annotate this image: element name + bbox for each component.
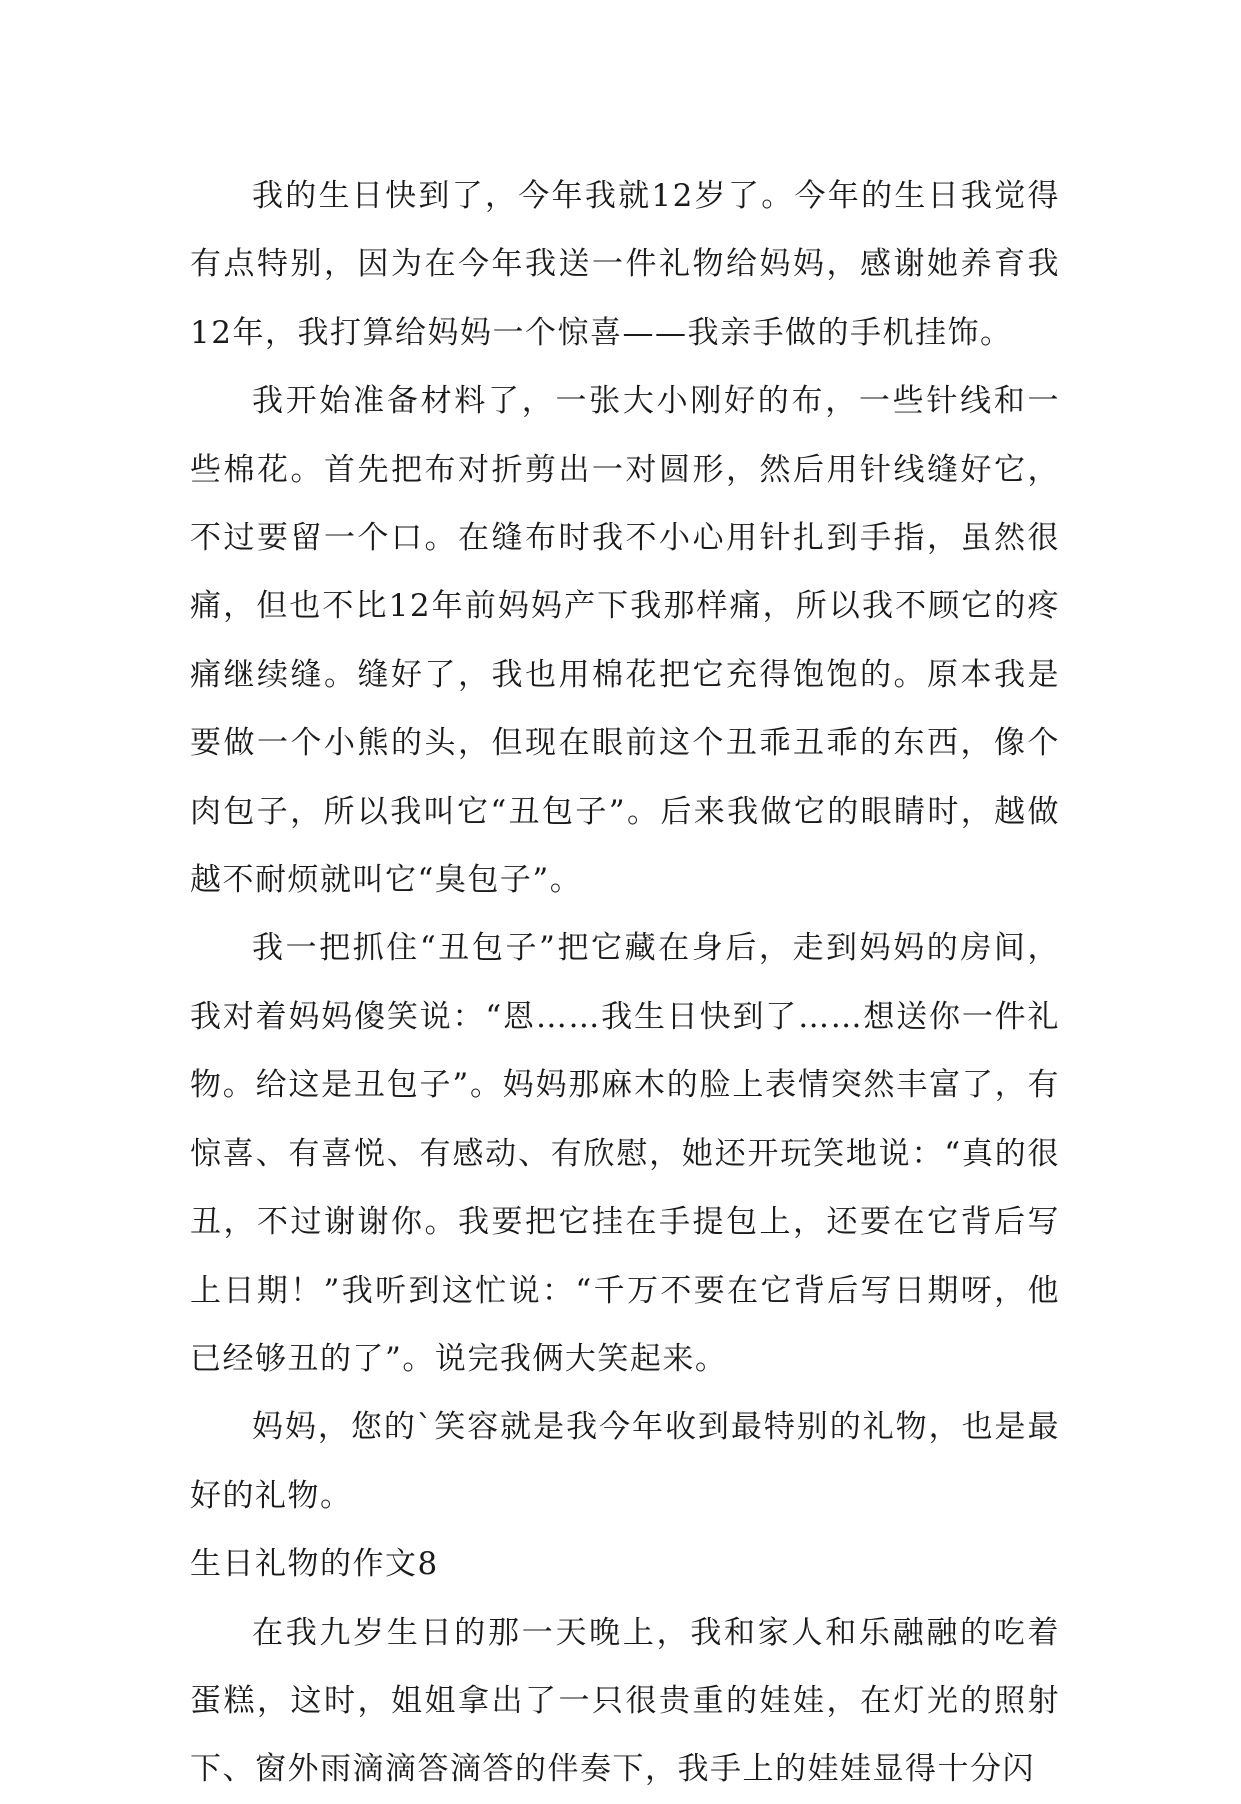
paragraph-1: 我的生日快到了，今年我就12岁了。今年的生日我觉得有点特别，因为在今年我送一件礼物给妈妈，感谢她养育我12年，我打算给妈妈一个惊喜——我亲手做的手机挂饰。 [190,178,1060,351]
section-title: 生日礼物的作文8 [190,1546,439,1583]
paragraph-2: 我开始准备材料了，一张大小刚好的布，一些针线和一些棉花。首先把布对折剪出一对圆形，然后用针线缝好它，不过要留一个口。在缝布时我不小心用针扎到手指，虽然很痛，但也不比12年前妈妈产下我那样痛，所以我不顾它的疼痛继续缝。缝好了，我也用棉花把它充得饱饱的。原本我是要做一个小熊的头，但现在眼前这个丑乖丑乖的东西，像个肉包子，所以我叫它“丑包子”。后来我做它的眼睛时，越做越不耐烦就叫它“臭包子”。 [190,383,1060,899]
section-paragraph-1: 在我九岁生日的那一天晚上，我和家人和乐融融的吃着蛋糕，这时，姐姐拿出了一只很贵重的娃娃，在灯光的照射下、窗外雨滴滴答滴答的伴奏下，我手上的娃娃显得十分闪 [190,1614,1060,1788]
paragraph-3: 我一把抓住“丑包子”把它藏在身后，走到妈妈的房间，我对着妈妈傻笑说：“恩……我生日快到了……想送你一件礼物。给这是丑包子”。妈妈那麻木的脸上表情突然丰富了，有惊喜、有喜悦、有感动、有欣慰，她还开玩笑地说：“真的很丑，不过谢谢你。我要把它挂在手提包上，还要在它背后写上日期！”我听到这忙说：“千万不要在它背后写日期呀，他已经够丑的了”。说完我俩大笑起来。 [190,930,1060,1377]
paragraph-4: 妈妈，您的`笑容就是我今年收到最特别的礼物，也是最好的礼物。 [190,1409,1060,1514]
document-body [190,162,1060,1804]
